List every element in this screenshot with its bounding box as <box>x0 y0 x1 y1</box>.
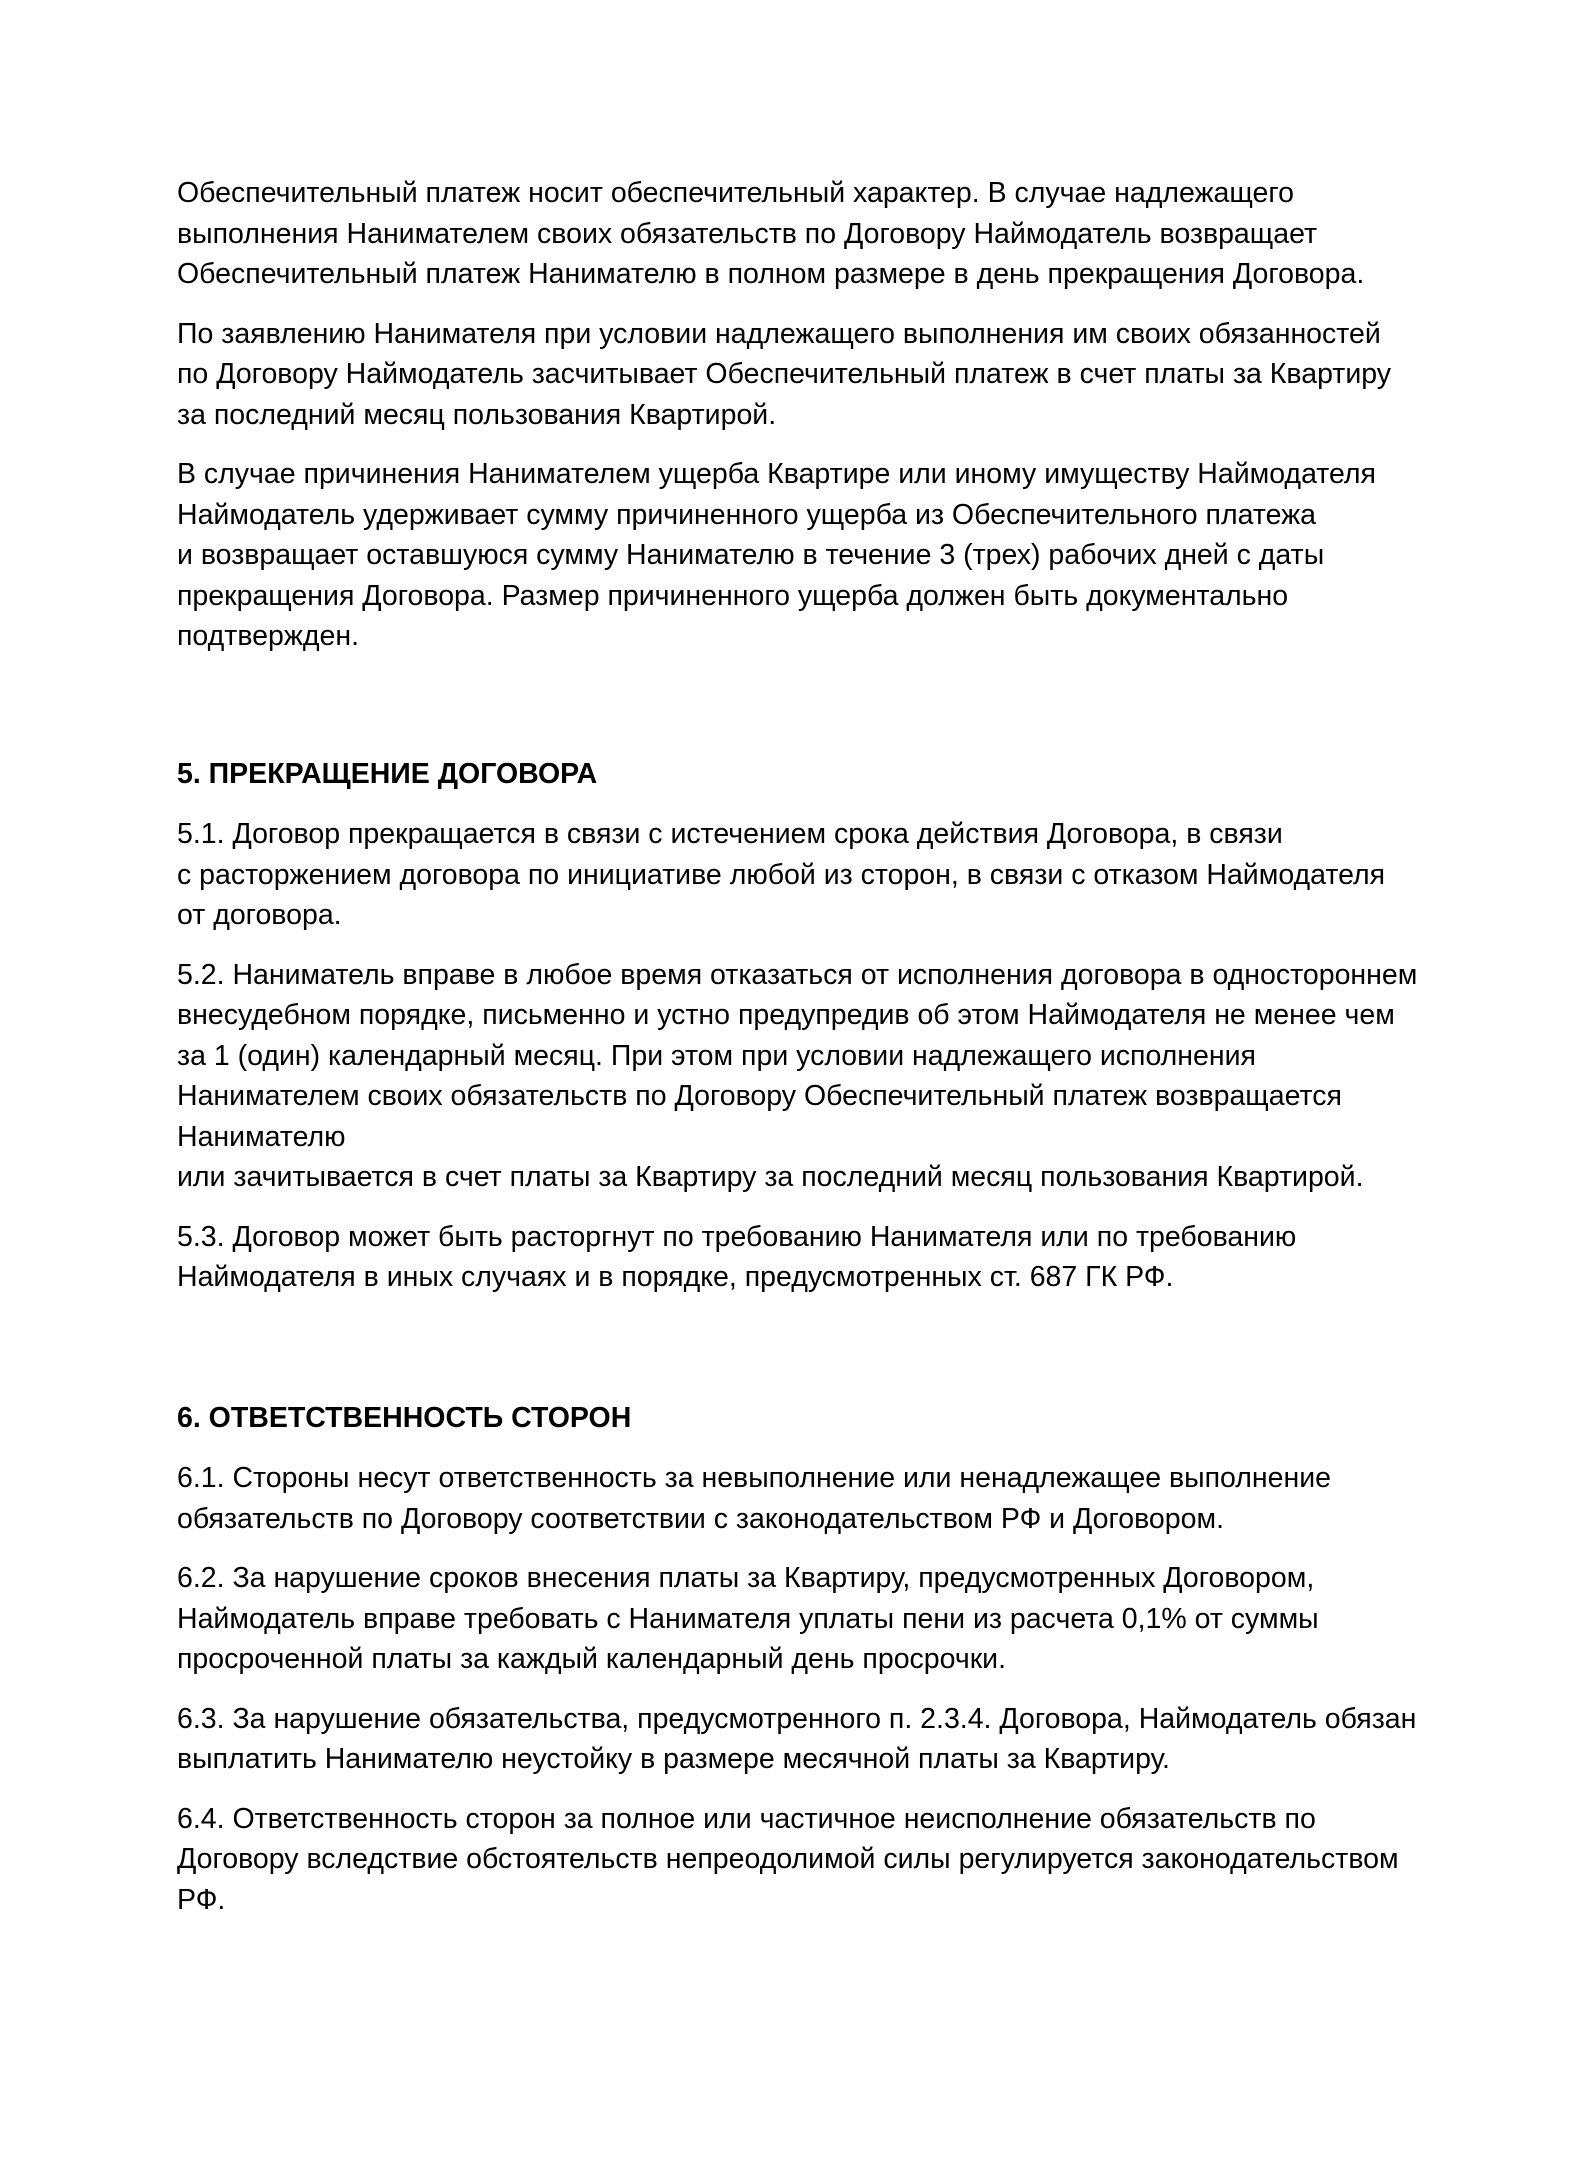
clause-5-3 <box>177 1217 1477 1298</box>
text-line: за 1 (один) календарный месяц. При этом при условии надлежащего исполнения <box>177 1039 1256 1072</box>
text-line: 6.4. Ответственность сторон за полное или частичное неисполнение обязательств по <box>177 1802 1316 1835</box>
text-line: по Договору Наймодатель засчитывает Обеспечительный платеж в счет платы за Квартиру <box>177 358 1392 390</box>
text-line: 6.3. За нарушение обязательства, предусмотренного п. 2.3.4. Договора, Наймодатель обязан <box>177 1702 1417 1735</box>
text-line: внесудебном порядке, письменно и устно предупредив об этом Наймодателя не менее чем <box>177 999 1395 1031</box>
text-line: 6.2. За нарушение сроков внесения платы за Квартиру, предусмотренных Договором, <box>177 1562 1315 1594</box>
section-6-liability <box>177 1398 1477 1921</box>
paragraph-security-deposit-nature <box>177 173 1477 295</box>
text-line: 5.3. Договор может быть расторгнут по требованию Нанимателя или по требованию <box>177 1220 1297 1253</box>
text-line: Наймодатель вправе требовать с Нанимателя уплаты пени из расчета 0,1% от суммы <box>177 1602 1319 1635</box>
text-line: подтвержден. <box>177 620 360 652</box>
text-line: и возвращает оставшуюся сумму Нанимателю в течение 3 (трех) рабочих дней с даты <box>177 539 1325 571</box>
section-heading: 6. ОТВЕТСТВЕННОСТЬ СТОРОН <box>177 1401 632 1434</box>
text-line: выполнения Нанимателем своих обязательств по Договору Наймодатель возвращает <box>177 217 1318 250</box>
text-line: 5.2. Наниматель вправе в любое время отказаться от исполнения договора в одностороннем <box>177 958 1418 991</box>
document-page <box>177 173 1477 1939</box>
text-line: выплатить Нанимателю неустойку в размере месячной платы за Квартиру. <box>177 1743 1170 1775</box>
text-line: Наймодатель удерживает сумму причиненного ущерба из Обеспечительного платежа <box>177 498 1317 531</box>
paragraph-deposit-offset <box>177 314 1477 436</box>
clause-5-2 <box>177 955 1477 1198</box>
clause-6-4 <box>177 1799 1477 1921</box>
clause-5-1 <box>177 814 1477 936</box>
text-line: Нанимателем своих обязательств по Договору Обеспечительный платеж возвращается <box>177 1080 1342 1112</box>
text-line: РФ. <box>177 1883 226 1916</box>
text-line: за последний месяц пользования Квартирой. <box>177 398 777 431</box>
text-line: с расторжением договора по инициативе любой из сторон, в связи с отказом Наймодателя <box>177 858 1386 891</box>
clause-6-2 <box>177 1558 1477 1680</box>
paragraph-damage-withholding <box>177 454 1477 657</box>
clause-6-1 <box>177 1458 1477 1539</box>
section-5-termination <box>177 754 1477 1298</box>
text-line: По заявлению Нанимателя при условии надлежащего выполнения им своих обязанностей <box>177 317 1381 350</box>
text-line: Обеспечительный платеж Нанимателю в полном размере в день прекращения Договора. <box>177 258 1365 290</box>
text-line: Обеспечительный платеж носит обеспечительный характер. В случае надлежащего <box>177 177 1295 209</box>
text-line: прекращения Договора. Размер причиненного ущерба должен быть документально <box>177 579 1289 612</box>
text-line: 6.1. Стороны несут ответственность за невыполнение или ненадлежащее выполнение <box>177 1462 1332 1494</box>
text-line: 5.1. Договор прекращается в связи с истечением срока действия Договора, в связи <box>177 818 1283 850</box>
text-line: или зачитывается в счет платы за Квартиру за последний месяц пользования Квартирой. <box>177 1161 1364 1193</box>
text-line: В случае причинения Нанимателем ущерба Квартире или иному имуществу Наймодателя <box>177 458 1376 490</box>
clause-6-3 <box>177 1699 1477 1780</box>
text-line: просроченной платы за каждый календарный день просрочки. <box>177 1643 1007 1675</box>
text-line: Нанимателю <box>177 1120 346 1153</box>
text-line: обязательств по Договору соответствии с законодательством РФ и Договором. <box>177 1502 1224 1535</box>
text-line: Договору вследствие обстоятельств непреодолимой силы регулируется законодательством <box>177 1843 1399 1875</box>
section-heading: 5. ПРЕКРАЩЕНИЕ ДОГОВОРА <box>177 757 598 790</box>
text-line: от договора. <box>177 899 342 931</box>
top-paragraphs <box>177 173 1477 657</box>
text-line: Наймодателя в иных случаях и в порядке, предусмотренных ст. 687 ГК РФ. <box>177 1261 1174 1293</box>
